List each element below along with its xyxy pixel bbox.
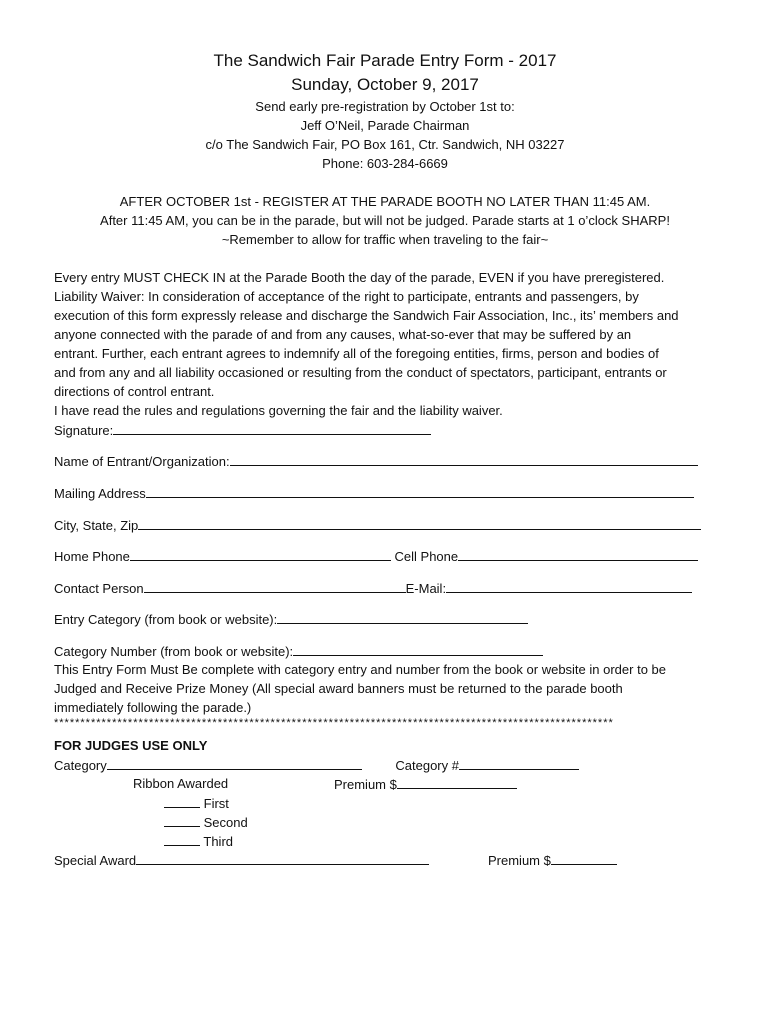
premium2-field[interactable]: [551, 852, 617, 865]
special-award-label: Special Award: [54, 853, 137, 868]
premium2-label: Premium $: [488, 853, 551, 868]
star-divider: **********************************************************************************************************: [54, 717, 614, 729]
ribbon-third-row: [164, 833, 233, 849]
premium-row: [334, 776, 517, 792]
waiver-line: I have read the rules and regulations governing the fair and the liability waiver.: [54, 403, 503, 418]
judge-category-label: Category: [54, 758, 107, 773]
ribbon-third-label: Third: [203, 834, 234, 849]
name-field[interactable]: [230, 453, 698, 466]
form-title: The Sandwich Fair Parade Entry Form - 2017: [213, 51, 557, 70]
city-label: City, State, Zip: [54, 518, 139, 533]
ribbon-label: Ribbon Awarded: [133, 776, 229, 791]
note-line: This Entry Form Must Be complete with category entry and number from the book or website in order to be: [54, 662, 666, 677]
judge-category-num-field[interactable]: [459, 757, 579, 770]
notice-line-3: ~Remember to allow for traffic when traveling to the fair~: [221, 232, 549, 247]
notice-line-1: AFTER OCTOBER 1st - REGISTER AT THE PARADE BOOTH NO LATER THAN 11:45 AM.: [119, 194, 651, 209]
premium-label: Premium $: [334, 777, 397, 792]
judge-category-field[interactable]: [107, 757, 362, 770]
ribbon-third-field[interactable]: [164, 833, 200, 846]
event-date: Sunday, October 9, 2017: [291, 75, 479, 94]
city-field[interactable]: [138, 517, 701, 530]
contact-row: [54, 580, 692, 596]
waiver-line: Every entry MUST CHECK IN at the Parade Booth the day of the parade, EVEN if you have preregistered.: [54, 270, 665, 285]
phone-row: [54, 548, 698, 564]
ribbon-second-label: Second: [203, 815, 248, 830]
judge-category-row: [54, 757, 579, 773]
signature-field[interactable]: [113, 422, 431, 435]
ribbon-second-row: [164, 814, 248, 830]
mailing-label: Mailing Address: [54, 486, 146, 501]
special-award-row: [54, 852, 429, 868]
ribbon-first-row: [164, 795, 229, 811]
home-phone-label: Home Phone: [54, 549, 130, 564]
judge-category-num-label: Category #: [395, 758, 459, 773]
mailing-field[interactable]: [146, 485, 694, 498]
waiver-line: directions of control entrant.: [54, 384, 215, 399]
home-phone-field[interactable]: [130, 548, 391, 561]
waiver-line: anyone connected with the parade of and from any causes, what-so-ever that may be suffered by an: [54, 327, 632, 342]
contact-field[interactable]: [144, 580, 406, 593]
name-row: [54, 453, 698, 469]
phone-number: Phone: 603-284-6669: [322, 156, 448, 171]
contact-label: Contact Person: [54, 581, 144, 596]
ribbon-first-field[interactable]: [164, 795, 200, 808]
city-row: [54, 517, 701, 533]
premium2-row: [488, 852, 617, 868]
category-number-field[interactable]: [293, 643, 543, 656]
category-number-row: [54, 643, 543, 659]
notice-line-2: After 11:45 AM, you can be in the parade, but will not be judged. Parade starts at 1 o’clock SHARP!: [100, 213, 670, 228]
waiver-line: Liability Waiver: In consideration of acceptance of the right to participate, entrants and passengers, by: [54, 289, 639, 304]
waiver-line: entrant. Further, each entrant agrees to indemnify all of the foregoing entities, firms, person and bodies of: [54, 346, 659, 361]
email-label: E-Mail:: [405, 581, 447, 596]
mailing-row: [54, 485, 694, 501]
entry-category-row: [54, 611, 528, 627]
waiver-line: and from any and all liability occasioned or resulting from the conduct of spectators, participant, entrants or: [54, 365, 667, 380]
entry-category-label: Entry Category (from book or website):: [54, 612, 278, 627]
email-field[interactable]: [446, 580, 692, 593]
note-line: immediately following the parade.): [54, 700, 252, 715]
name-label: Name of Entrant/Organization:: [54, 454, 230, 469]
premium-field[interactable]: [397, 776, 517, 789]
cell-phone-field[interactable]: [458, 548, 698, 561]
waiver-line: execution of this form expressly release and discharge the Sandwich Fair Association, Inc., its’ members and: [54, 308, 679, 323]
send-instruction: Send early pre-registration by October 1st to:: [255, 99, 515, 114]
category-number-label: Category Number (from book or website):: [54, 644, 294, 659]
entry-category-field[interactable]: [277, 611, 528, 624]
signature-row: [54, 422, 431, 438]
cell-phone-label: Cell Phone: [394, 549, 459, 564]
judges-heading: FOR JUDGES USE ONLY: [54, 738, 208, 753]
mailing-address: c/o The Sandwich Fair, PO Box 161, Ctr. Sandwich, NH 03227: [205, 137, 565, 152]
ribbon-first-label: First: [203, 796, 229, 811]
ribbon-second-field[interactable]: [164, 814, 200, 827]
note-line: Judged and Receive Prize Money (All special award banners must be returned to the parade booth: [54, 681, 623, 696]
signature-label: Signature:: [54, 423, 114, 438]
special-award-field[interactable]: [136, 852, 429, 865]
chairman-name: Jeff O’Neil, Parade Chairman: [300, 118, 470, 133]
